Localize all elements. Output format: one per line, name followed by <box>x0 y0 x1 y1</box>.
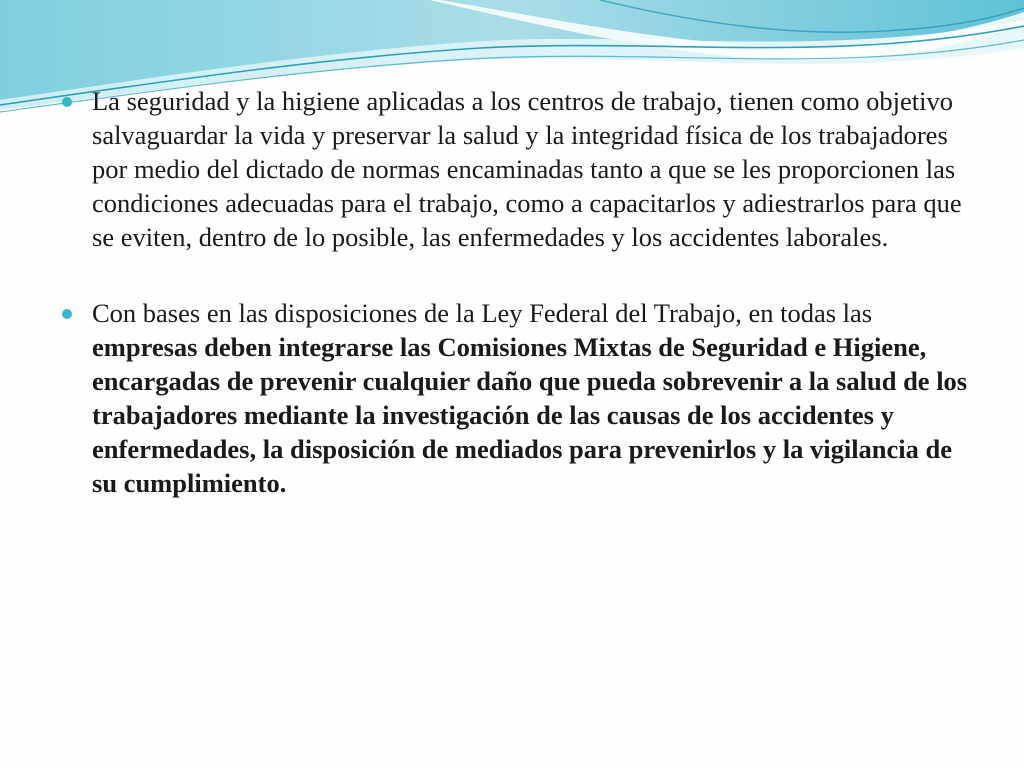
bullet-dot-icon <box>62 309 72 319</box>
bullet-text-1: La seguridad y la higiene aplicadas a los centros de trabajo, tienen como objetivo salvaguardar la vida y preservar la salud y la integridad física de los trabajadores por medio del dictado de normas encaminadas tanto a que se les proporcionen las condiciones adecuadas para el trabajo, como a capacitarlos y adiestrarlos para que se eviten, dentro de lo posible, las enfermedades y los accidentes laborales. <box>92 86 962 252</box>
bullet-text-2-bold: empresas deben integrarse las Comisiones Mixtas de Seguridad e Higiene, encargadas de prevenir cualquier daño que pueda sobrevenir a la salud de los trabajadores mediante la investigación de las causas de los accidentes y enfermedades, la disposición de mediados para prevenirlos y la vigilancia de su cumplimiento. <box>92 332 968 498</box>
bullet-item-1 <box>62 84 982 254</box>
slide-body <box>62 84 982 500</box>
bullet-item-2 <box>62 296 982 500</box>
bullet-dot-icon <box>62 97 72 107</box>
bullet-text-2-intro: Con bases en las disposiciones de la Ley Federal del Trabajo, en todas las <box>92 298 873 328</box>
